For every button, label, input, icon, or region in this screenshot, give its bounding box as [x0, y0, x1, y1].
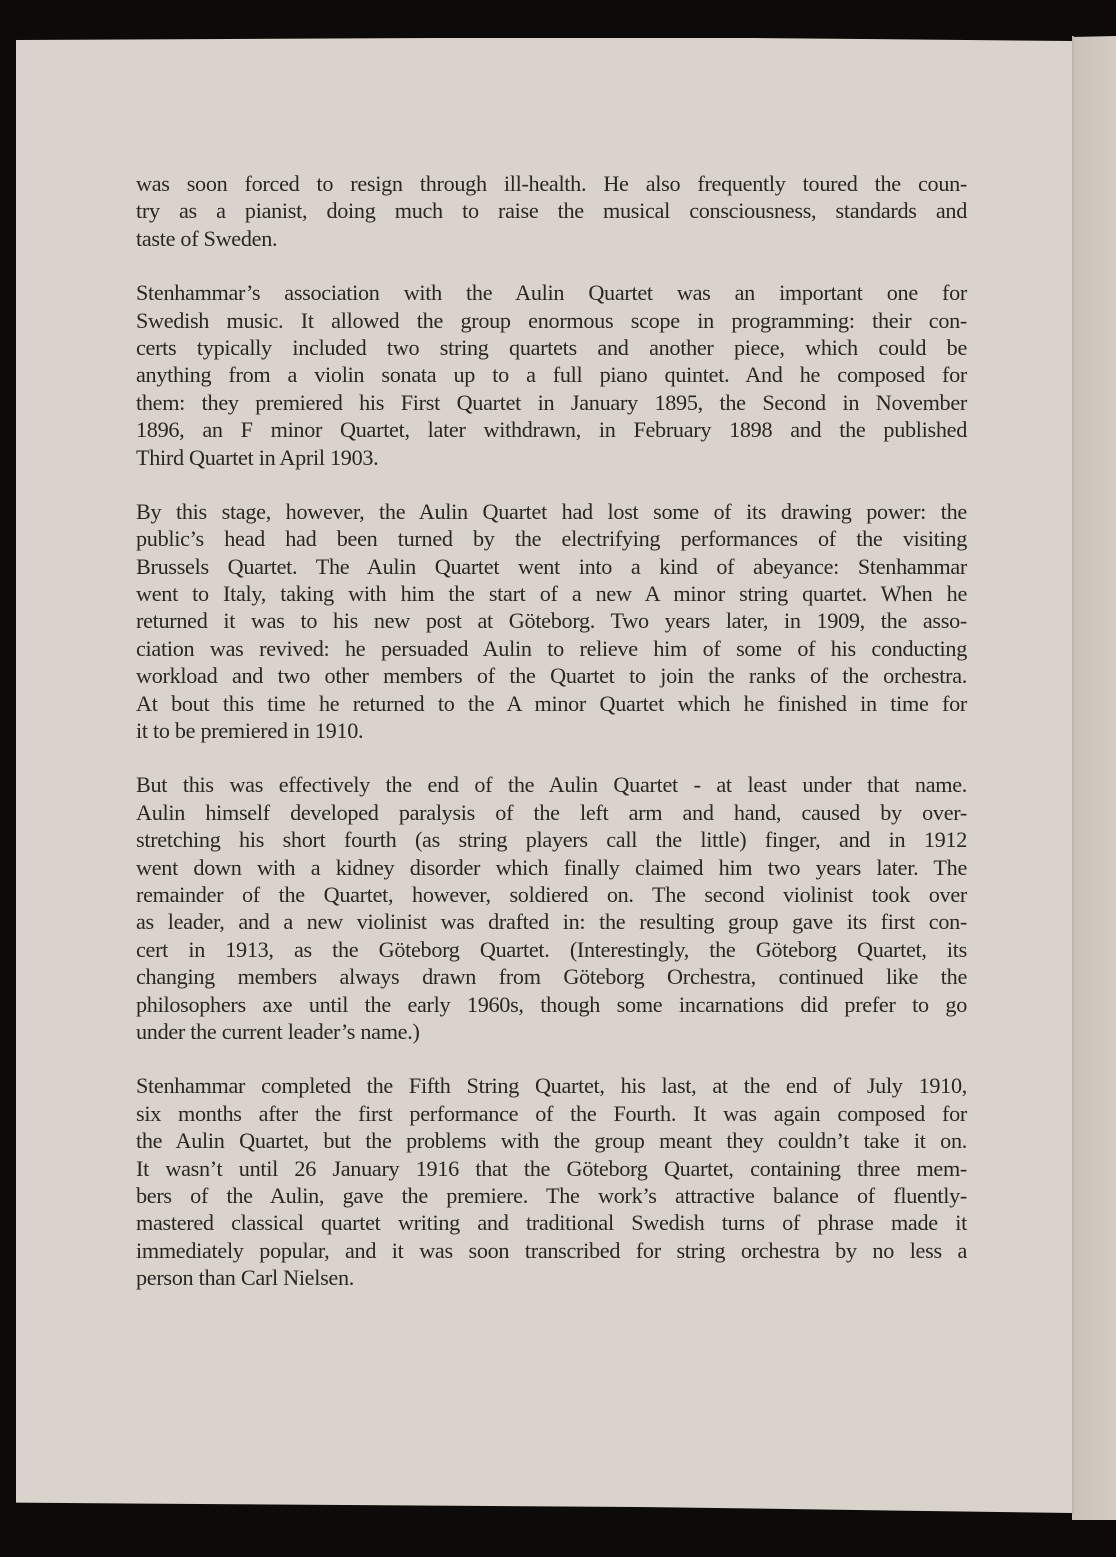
text-line: cert in 1913, as the Göteborg Quartet. (Interestingly, the Göteborg Quartet, its — [136, 936, 967, 962]
text-line: public’s head had been turned by the electrifying performances of the visiting — [136, 526, 967, 552]
text-line: It wasn’t until 26 January 1916 that the Göteborg Quartet, containing three mem- — [136, 1155, 967, 1181]
text-line: 1896, an F minor Quartet, later withdrawn, in February 1898 and the published — [136, 417, 967, 443]
text-line: as leader, and a new violinist was drafted in: the resulting group gave its first con- — [136, 909, 967, 935]
text-line: under the current leader’s name.) — [136, 1018, 420, 1044]
text-line: certs typically included two string quartets and another piece, which could be — [136, 334, 967, 360]
text-line: anything from a violin sonata up to a full piano quintet. And he composed for — [136, 362, 967, 388]
text-line: stretching his short fourth (as string players call the little) finger, and in 1912 — [136, 827, 967, 853]
paragraph-ill-health — [136, 170, 967, 252]
text-line: immediately popular, and it was soon transcribed for string orchestra by no less a — [136, 1237, 967, 1263]
paragraph-end-of-aulin-quartet — [136, 771, 967, 1045]
text-line: Swedish music. It allowed the group enormous scope in programming: their con- — [136, 307, 967, 333]
text-line: At bout this time he returned to the A minor Quartet which he finished in time for — [136, 690, 967, 716]
text-line: Stenhammar’s association with the Aulin Quartet was an important one for — [136, 280, 967, 306]
text-line: it to be premiered in 1910. — [136, 718, 364, 744]
paragraph-fifth-quartet — [136, 1072, 967, 1291]
text-line: bers of the Aulin, gave the premiere. The work’s attractive balance of fluently- — [136, 1182, 967, 1208]
text-line: the Aulin Quartet, but the problems with the group meant they couldn’t take it on. — [136, 1128, 967, 1154]
text-line: try as a pianist, doing much to raise the musical consciousness, standards and — [136, 198, 967, 224]
facing-page-edge — [1072, 36, 1116, 1520]
text-line: changing members always drawn from Göteborg Orchestra, continued like the — [136, 964, 967, 990]
text-line: workload and two other members of the Quartet to join the ranks of the orchestra. — [136, 663, 967, 689]
text-line: philosophers axe until the early 1960s, though some incarnations did prefer to go — [136, 991, 967, 1017]
text-line: went to Italy, taking with him the start of a new A minor string quartet. When he — [136, 581, 967, 607]
text-line: But this was effectively the end of the Aulin Quartet - at least under that name. — [136, 772, 967, 798]
text-line: By this stage, however, the Aulin Quartet had lost some of its drawing power: the — [136, 498, 967, 524]
text-line: remainder of the Quartet, however, soldiered on. The second violinist took over — [136, 881, 967, 907]
text-line: was soon forced to resign through ill-health. He also frequently toured the coun- — [136, 171, 967, 196]
text-line: six months after the first performance of the Fourth. It was again composed for — [136, 1100, 967, 1126]
text-line: taste of Sweden. — [136, 225, 278, 251]
text-line: returned it was to his new post at Göteborg. Two years later, in 1909, the asso- — [136, 608, 967, 634]
text-line: Aulin himself developed paralysis of the left arm and hand, caused by over- — [136, 799, 967, 825]
text-line: Stenhammar completed the Fifth String Quartet, his last, at the end of July 1910, — [136, 1073, 967, 1099]
text-line: went down with a kidney disorder which finally claimed him two years later. The — [136, 854, 967, 880]
page-gutter-shadow — [1072, 36, 1074, 1514]
text-line: mastered classical quartet writing and traditional Swedish turns of phrase made it — [136, 1210, 967, 1236]
paragraph-drawing-power — [136, 498, 967, 745]
text-line: Brussels Quartet. The Aulin Quartet went into a kind of abeyance: Stenhammar — [136, 553, 967, 579]
text-line: Third Quartet in April 1903. — [136, 444, 379, 470]
text-line: them: they premiered his First Quartet in January 1895, the Second in November — [136, 389, 967, 415]
text-line: person than Carl Nielsen. — [136, 1265, 355, 1291]
text-line: ciation was revived: he persuaded Aulin to relieve him of some of his conducting — [136, 635, 967, 661]
paragraph-aulin-association — [136, 279, 967, 471]
body-text — [136, 170, 967, 1318]
